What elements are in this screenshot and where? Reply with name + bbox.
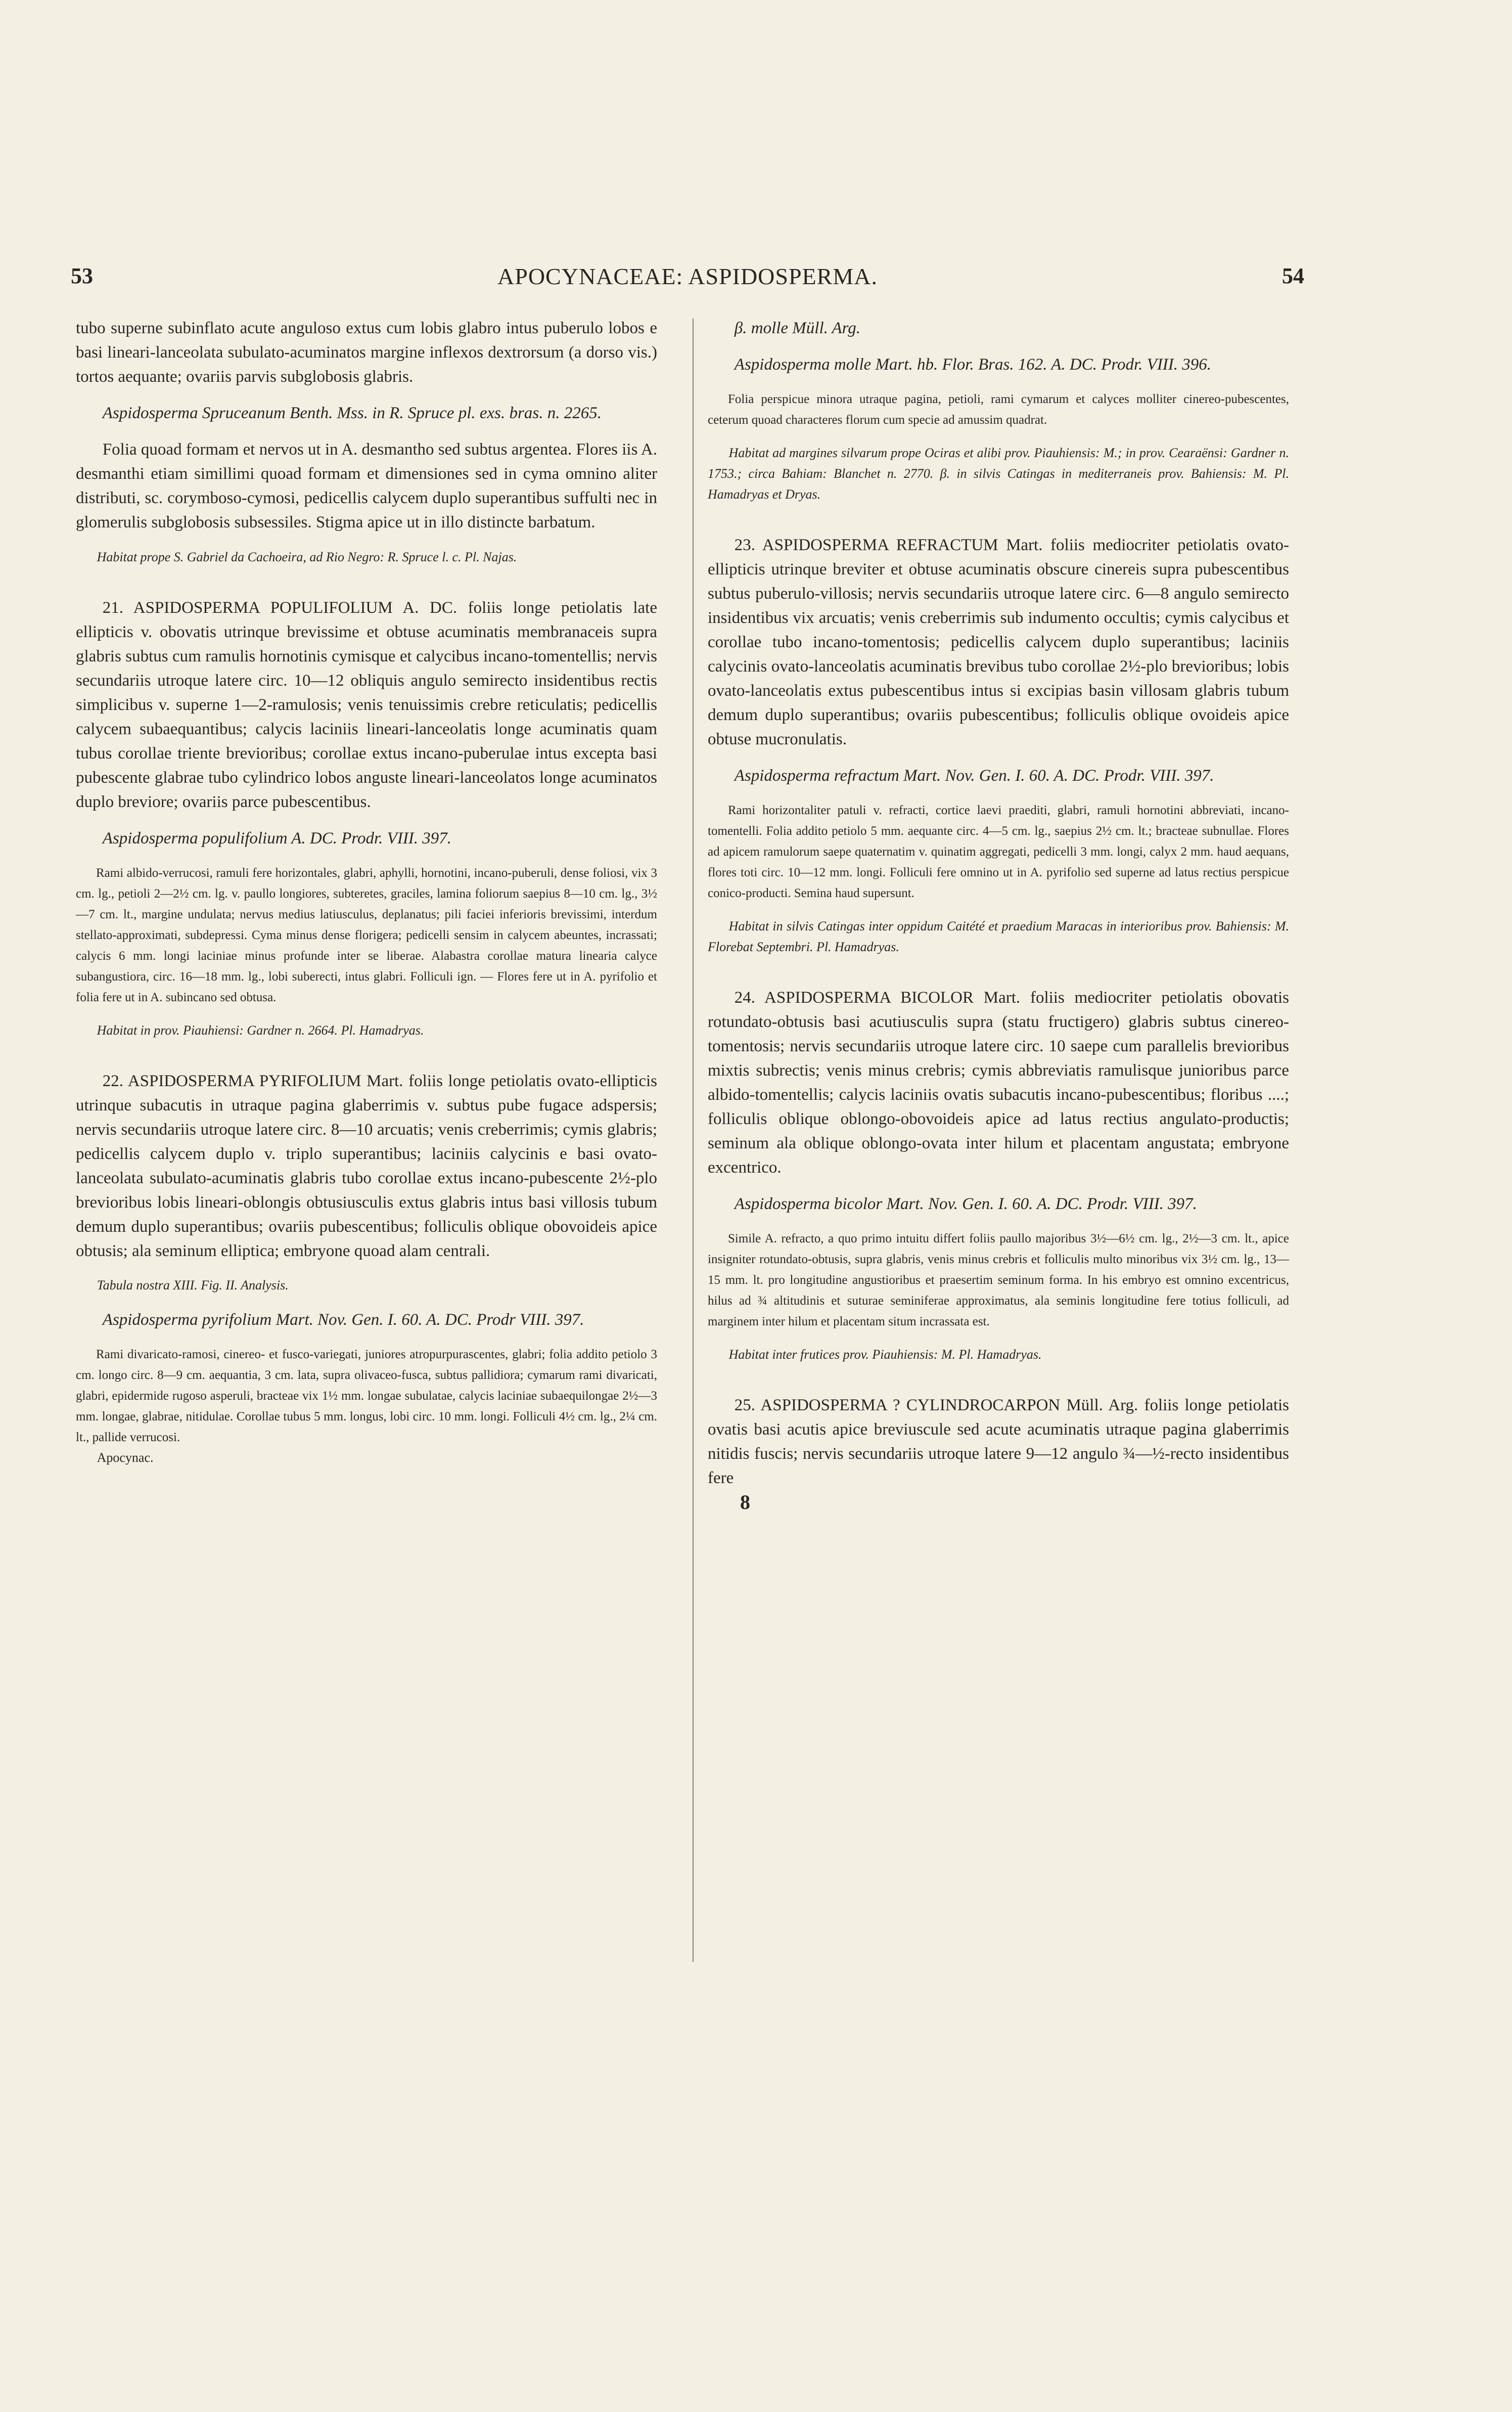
small-print-note: Folia perspicue minora utraque pagina, petioli, rami cymarum et calyces molliter cinereo-pubescentes, ceterum quoad characteres florum cum specie ad amussim quadrat. — [708, 392, 1289, 427]
habitat-note: Habitat in silvis Catingas inter oppidum Caitété et praedium Maracas in interioribus prov. Bahiensis: M. Florebat Septembri. Pl. Hamadryas. — [708, 919, 1289, 954]
signature-mark-right: 8 — [740, 1491, 750, 1513]
left-column — [76, 316, 657, 1468]
page-number-left: 53 — [71, 263, 93, 288]
small-print-note: Simile A. refracto, a quo primo intuitu differt foliis paullo majoribus 3½—6½ cm. lg., 2½—3 cm. lt., apice insigniter rotundato-obtusis, supra glabris, venis minus crebris et folliculis multo minoribus vix 3½ cm. lg., 13—15 mm. lt. pro longitudine angustioribus et praesertim seminum forma. In his embryo est omnino excentricus, hilus ad ¾ altitudinis et suturae seminiferae approximatus, ala seminis longitudine fere totius folliculi, ad marginem inter hilum et placentam situm incrassata est. — [708, 1232, 1289, 1328]
running-header — [71, 263, 1304, 298]
small-print-note: Rami albido-verrucosi, ramuli fere horizontales, glabri, aphylli, hornotini, incano-puberuli, dense foliosi, vix 3 cm. lg., petioli 2—2½ cm. lg. v. paullo longiores, subteretes, graciles, lamina foliorum saepius 8—10 cm. lg., 3½—7 cm. lt., margine undulata; nervus medius latiusculus, deplanatus; pili faciei inferioris brevissimi, interdum stellato-approximati, subdepressi. Cyma minus dense florigera; pedicelli sensim in calycem abeuntes, incrassati; calycis 6 mm. longi laciniae minus profunde inter se liberae. Alabastra corollae matura linearia calyce subangustiora, circ. 16—18 mm. lg., lobi suberecti, intus glabri. Folliculi ign. — Flores fere ut in A. pyrifolio et folia fere ut in A. subincano sed obtusa. — [76, 866, 657, 1004]
small-print-note: Rami horizontaliter patuli v. refracti, cortice laevi praediti, glabri, ramuli hornotini abbreviati, incano-tomentelli. Folia addito petiolo 5 mm. aequante circ. 4—5 cm. lg., saepius 2½ cm. lt.; bracteae subnullae. Flores ad apicem ramulorum saepe quaternatim v. quinatim aggregati, pedicelli 3 mm. longi, calyx 2 mm. haud aequans, flores toti circ. 10—12 mm. longi. Folliculi fere omnino ut in A. pyrifolio sed superne ad latus rectius perspicue conico-producti. Semina haud supersunt. — [708, 803, 1289, 900]
habitat-note: Habitat prope S. Gabriel da Cachoeira, ad Rio Negro: R. Spruce l. c. Pl. Najas. — [97, 550, 517, 564]
citation: Aspidosperma bicolor Mart. Nov. Gen. I. 60. A. DC. Prodr. VIII. 397. — [734, 1195, 1197, 1213]
citation: Aspidosperma refractum Mart. Nov. Gen. I. 60. A. DC. Prodr. VIII. 397. — [734, 767, 1214, 785]
small-print-note: Rami divaricato-ramosi, cinereo- et fusco-variegati, juniores atropurpurascentes, glabri; folia addito petiolo 3 cm. longo circ. 8—9 cm. aequantia, 3 cm. lata, supra olivaceo-fusca, subtus pallidiora; cymarum rami divaricati, glabri, epidermide rugoso asperuli, bracteae vix 1½ mm. longae subulatae, calycis laciniae subaequilongae 2½—3 mm. longae, glabrae, nitidulae. Corollae tubus 5 mm. longus, lobi circ. 10 mm. longi. Folliculi 4½ cm. lg., 2¼ cm. lt., pallide verrucosi. — [76, 1348, 657, 1444]
citation: Aspidosperma pyrifolium Mart. Nov. Gen. I. 60. A. DC. Prodr VIII. 397. — [102, 1311, 584, 1329]
paragraph: Folia quoad formam et nervos ut in A. desmantho sed subtus argentea. Flores iis A. desmanthi etiam simillimi quoad formam et dimensiones sed in cyma omnino aliter distributi, sc. corymboso-cymosi, pedicellis calycem duplo superantibus suffulti nec in glomerulis subglobosis subsessiles. Stigma apice ut in illo distincte barbatum. — [76, 440, 657, 531]
habitat-note: Habitat ad margines silvarum prope Ociras et alibi prov. Piauhiensis: M.; in prov. Cearaënsi: Gardner n. 1753.; circa Bahiam: Blanchet n. 2770. β. in silvis Catingas in mediterraneis prov. Bahiensis: M. Pl. Hamadryas et Dryas. — [708, 445, 1289, 502]
species-description-24: 24. ASPIDOSPERMA BICOLOR Mart. foliis mediocriter petiolatis obovatis rotundato-obtusis basi acutiusculis supra (statu fructigero) glabris subtus cinereo-tomentosis; nervis secundariis utroque latere circ. 10 saepe cum parallelis brevioribus mixtis subrectis; venis minus crebris; cymis abbreviatis ramulisque junioribus parce albido-tomentellis; calycis laciniis ovatis subacutis incano-pubescentibus; floribus ....; folliculis oblique oblongo-obovoideis apice ad latus rectius angulato-productis; seminum ala oblique oblongo-ovata inter hilum et placentam angustata; embryone excentrico. — [708, 989, 1289, 1177]
citation: Aspidosperma Spruceanum Benth. Mss. in R. Spruce pl. exs. bras. n. 2265. — [102, 404, 602, 422]
variety-heading: β. molle Müll. Arg. — [734, 319, 861, 337]
plate-reference: Tabula nostra XIII. Fig. II. Analysis. — [97, 1278, 289, 1292]
species-description-22: 22. ASPIDOSPERMA PYRIFOLIUM Mart. foliis longe petiolatis ovato-ellipticis utrinque subacutis in utraque pagina glaberrimis v. subtus pube fugace adspersis; nervis secundariis utroque latere circ. 8—10 arcuatis; venis creberrimis; cymis glabris; pedicellis calycem duplo v. triplo superantibus; laciniis calycinis e basi ovato-lanceolata subulato-acuminatis glabris tubo corollae extus incano-pubescente 2½-plo brevioribus lobis lineari-oblongis obtusiusculis extus glabris intus basi villosis tubum demum duplo superantibus; ovariis pubescentibus; folliculis oblique obovoideis apice obtusis; ala seminum elliptica; embryone quoad alam centrali. — [76, 1072, 657, 1260]
signature-mark-left: Apocynac. — [97, 1450, 154, 1465]
column-divider — [693, 319, 694, 1962]
species-description-23: 23. ASPIDOSPERMA REFRACTUM Mart. foliis mediocriter petiolatis ovato-ellipticis utrinque breviter et obtuse acuminatis obscure cinereis supra pubescentibus subtus puberulo-villosis; nervis secundariis utroque latere circ. 6—8 angulo semirecto insidentibus vix arcuatis; venis creberrimis sub indumento occultis; cymis calycibus et corollae tubo incano-tomentosis; pedicellis calycem duplo superantibus; laciniis calycinis ovato-lanceolatis acuminatis brevibus tubo corollae 2½-plo brevioribus; lobis ovato-lanceolatis extus pubescentibus intus si excipias basin villosam glabris tubum demum duplo superantibus; ovariis pubescentibus; folliculis oblique ovoideis apice obtuse mucronulatis. — [708, 536, 1289, 748]
citation: Aspidosperma molle Mart. hb. Flor. Bras. 162. A. DC. Prodr. VIII. 396. — [734, 355, 1212, 374]
habitat-note: Habitat inter frutices prov. Piauhiensis: M. Pl. Hamadryas. — [728, 1347, 1042, 1362]
page-number-right: 54 — [1282, 263, 1304, 288]
running-title: APOCYNACEAE: ASPIDOSPERMA. — [497, 263, 878, 289]
paragraph: tubo superne subinflato acute anguloso extus cum lobis glabro intus puberulo lobos e basi lineari-lanceolata subulato-acuminatos margine inflexos dextrorsum (a dorso vis.) tortos aequante; ovariis parvis subglobosis glabris. — [76, 319, 657, 386]
habitat-note: Habitat in prov. Piauhiensi: Gardner n. 2664. Pl. Hamadryas. — [97, 1023, 424, 1038]
right-column — [708, 316, 1289, 1514]
citation: Aspidosperma populifolium A. DC. Prodr. VIII. 397. — [102, 829, 452, 847]
species-description-21: 21. ASPIDOSPERMA POPULIFOLIUM A. DC. foliis longe petiolatis late ellipticis v. obovatis utrinque brevissime et obtuse acuminatis membranaceis supra glabris subtus cum ramulis hornotinis cymisque et calycibus incano-tomentellis; nervis secundariis utroque latere circ. 10—12 obliquis angulo semirecto insidentibus rectis simplicibus v. superne 1—2-ramulosis; venis tenuissimis crebre reticulatis; pedicellis calycem subaequantibus; calycis laciniis lineari-lanceolatis longe acuminatis quam tubus corollae triente brevioribus; corollae extus incano-puberulae intus excepta basi pubescente glabrae tubo cylindrico lobos anguste lineari-lanceolatos longe acuminatos duplo breviore; ovariis parce pubescentibus. — [76, 599, 657, 811]
species-description-25: 25. ASPIDOSPERMA ? CYLINDROCARPON Müll. Arg. foliis longe petiolatis ovatis basi acutis apice breviuscule sed acute acuminatis utraque pagina glaberrimis nitidis fuscis; nervis secundariis utroque latere 9—12 angulo ¾—½-recto insidentibus fere — [708, 1396, 1289, 1487]
